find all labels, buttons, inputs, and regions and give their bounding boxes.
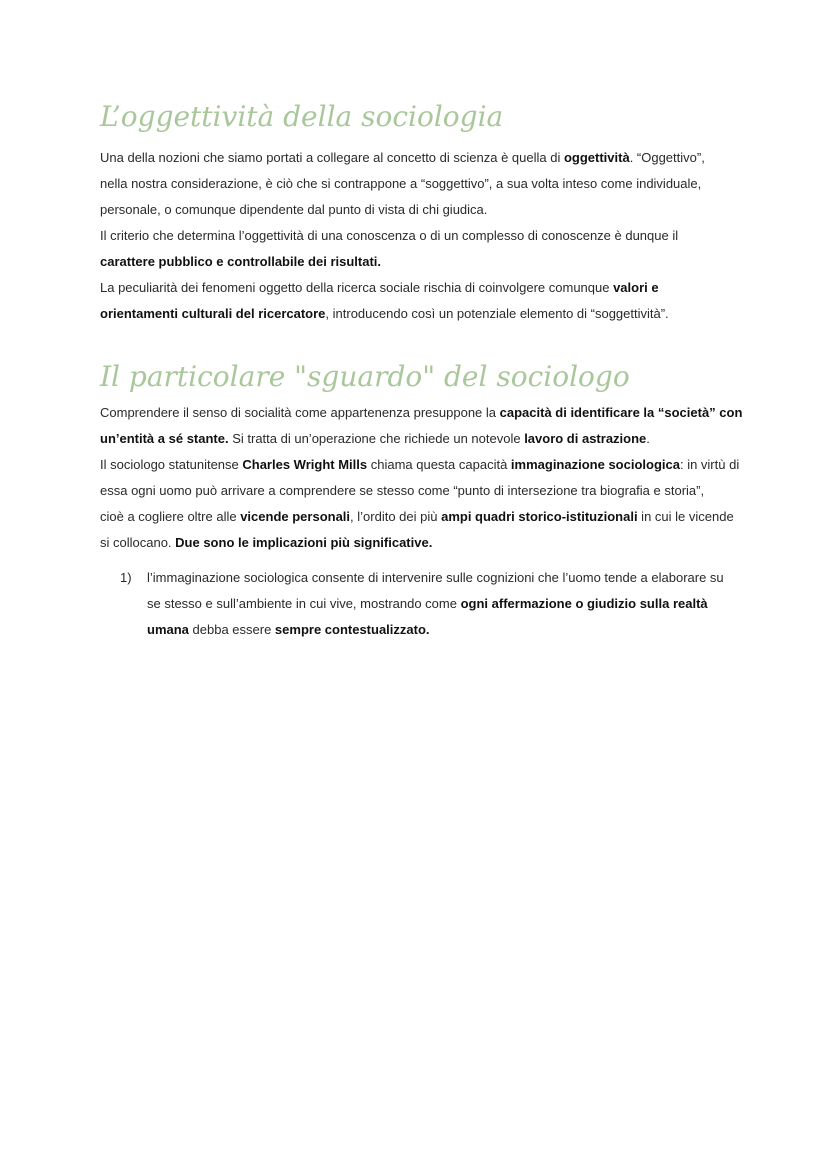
text-run: : in virtù di	[679, 457, 740, 472]
bold-text: sempre contestualizzato.	[274, 622, 430, 637]
list-number: 1)	[120, 570, 132, 585]
text-line	[100, 249, 730, 275]
text-line: Il criterio che determina l’oggettività di una conoscenza o di un complesso di conoscenze è dunque il	[100, 228, 679, 243]
bold-text: vicende personali	[240, 509, 351, 524]
text-run: se stesso e sull’ambiente in cui vive, mostrando come	[147, 596, 461, 611]
text-run: Una della nozioni che siamo portati a collegare al concetto di scienza è quella di	[100, 150, 564, 165]
bold-text: ogni affermazione o giudizio sulla realtà	[460, 596, 708, 611]
bold-text: lavoro di astrazione	[524, 431, 647, 446]
text-line: personale, o comunque dipendente dal punto di vista di chi giudica.	[100, 202, 488, 217]
section-title: L’oggettività della sociologia	[100, 100, 504, 133]
bold-text: carattere pubblico e controllabile dei risultati.	[100, 254, 382, 269]
text-run: debba essere	[188, 622, 275, 637]
text-run: Il sociologo statunitense	[100, 457, 243, 472]
bold-text: umana	[147, 622, 189, 637]
text-run: La peculiarità dei fenomeni oggetto della ricerca sociale rischia di coinvolgere comunque	[100, 280, 614, 295]
bold-text: capacità di identificare la “società” con	[499, 405, 743, 420]
text-run: , l’ordito dei più	[350, 509, 442, 524]
text-line	[100, 504, 734, 530]
text-line	[100, 275, 730, 301]
section-paragraph	[100, 400, 743, 556]
text-line	[147, 617, 730, 643]
text-line	[100, 452, 740, 478]
section-title: Il particolare "sguardo" del sociologo	[100, 360, 630, 393]
text-run: cioè a cogliere oltre alle	[100, 509, 241, 524]
text-line	[100, 530, 730, 556]
section-paragraph	[100, 145, 730, 327]
bold-text: orientamenti culturali del ricercatore	[100, 306, 326, 321]
text-run: in cui le vicende	[637, 509, 734, 524]
bold-text: oggettività	[563, 150, 630, 165]
list-item	[120, 565, 730, 643]
text-run: Comprendere il senso di socialità come appartenenza presuppone la	[100, 405, 500, 420]
text-line	[100, 426, 730, 452]
text-run: , introducendo così un potenziale elemento di “soggettività”.	[325, 306, 669, 321]
text-run: si collocano.	[100, 535, 176, 550]
numbered-list	[120, 565, 730, 643]
text-line	[100, 145, 730, 171]
bold-text: ampi quadri storico-istituzionali	[441, 509, 638, 524]
bold-text: Charles Wright Mills	[242, 457, 368, 472]
bold-text: un’entità a sé stante.	[100, 431, 229, 446]
bold-text: Due sono le implicazioni più significative.	[175, 535, 433, 550]
text-line	[100, 301, 730, 327]
text-line	[147, 591, 730, 617]
text-line: l’immaginazione sociologica consente di intervenire sulle cognizioni che l’uomo tende a elaborare su	[147, 570, 724, 585]
text-line: essa ogni uomo può arrivare a comprendere se stesso come “punto di intersezione tra biografia e storia”,	[100, 483, 705, 498]
bold-text: valori e	[613, 280, 659, 295]
text-run: chiama questa capacità	[367, 457, 511, 472]
bold-text: immaginazione sociologica	[510, 457, 680, 472]
text-run: Si tratta di un’operazione che richiede un notevole	[228, 431, 525, 446]
text-run: . “Oggettivo”,	[629, 150, 705, 165]
text-run: .	[646, 431, 650, 446]
text-line	[100, 400, 743, 426]
text-line: nella nostra considerazione, è ciò che si contrappone a “soggettivo”, a sua volta inteso come individuale,	[100, 176, 702, 191]
